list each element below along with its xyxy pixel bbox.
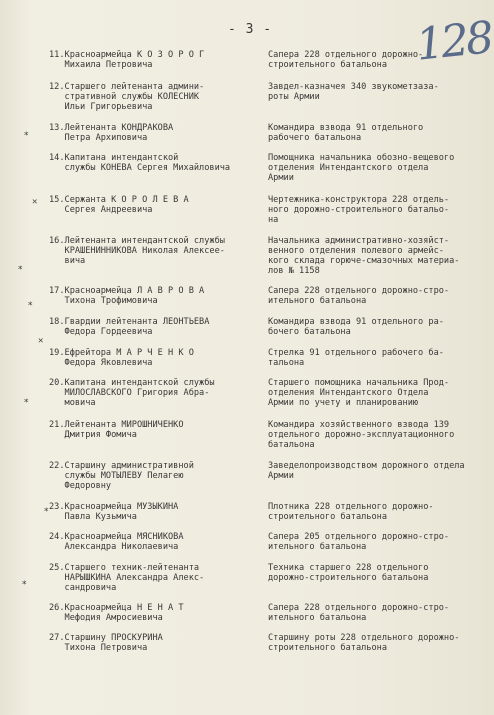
recipient-name: 24.Красноармейца МЯСНИКОВА Александра Николаевича xyxy=(49,532,184,552)
recipient-name: 20.Капитана интендантской службы МИЛОСЛАВСКОГО Григория Абра- мовича xyxy=(49,378,215,408)
recipient-position: Сапера 228 отдельного дорожно- строительного батальона xyxy=(268,50,424,70)
recipient-position: Начальника административно-хозяйст- венного отделения полевого армейс- кого склада горюче-смазочных материа- лов № 1158 xyxy=(268,236,460,276)
recipient-position: Завдел-казначея 340 звукометзаза- роты Армии xyxy=(268,82,439,102)
recipient-name: 15.Сержанта К О Р О Л Е В А Сергея Андреевича xyxy=(49,195,189,215)
recipient-position: Стрелка 91 отдельного рабочего ба- тальона xyxy=(268,348,444,368)
recipient-name: 18.Гвардии лейтенанта ЛЕОНТЬЕВА Федора Гордеевича xyxy=(49,317,210,337)
recipient-position: Командира хозяйственного взвода 139 отдельного дорожно-эксплуатационного батальона xyxy=(268,420,455,450)
recipient-name: 12.Старшего лейтенанта админи- стративной службы КОЛЕСНИК Ильи Григорьевича xyxy=(49,82,205,112)
tick-mark: ✕ xyxy=(38,336,44,346)
recipient-name: 19.Ефрейтора М А Р Ч Е Н К О Федора Яковлевича xyxy=(49,348,194,368)
recipient-position: Сапера 228 отдельного дорожно-стро- ительного батальона xyxy=(268,603,450,623)
recipient-name: 16.Лейтенанта интендантской службы КРАШЕНИННИКОВА Николая Алексее- вича xyxy=(49,236,225,266)
recipient-position: Сапера 205 отдельного дорожно-стро- ительного батальона xyxy=(268,532,450,552)
recipient-position: Заведелопроизводством дорожного отдела Армии xyxy=(268,461,465,481)
page-number: - 3 - xyxy=(228,22,273,37)
tick-mark: ✕ xyxy=(32,197,38,207)
tick-mark: ⁎ xyxy=(24,128,29,138)
recipient-position: Сапера 228 отдельного дорожно-стро- ительного батальона xyxy=(268,286,450,306)
recipient-position: Техника старшего 228 отдельного дорожно-строительного батальона xyxy=(268,563,429,583)
recipient-name: 17.Красноармейца Л А В Р О В А Тихона Трофимовича xyxy=(49,286,205,306)
recipient-name: 11.Красноармейца К О З О Р О Г Михаила Петровича xyxy=(49,50,205,70)
recipient-name: 23.Красноармейца МУЗЫКИНА Павла Кузьмича xyxy=(49,502,179,522)
recipient-name: 14.Капитана интендантской службы КОНЕВА Сергея Михайловича xyxy=(49,153,231,173)
recipient-name: 25.Старшего техник-лейтенанта НАРЫШКИНА Александра Алекс- сандровича xyxy=(49,563,205,593)
recipient-position: Командира взвода 91 отдельного ра- бочего батальона xyxy=(268,317,444,337)
tick-mark: ⁎ xyxy=(24,395,29,405)
recipient-position: Старшего помощника начальника Прод- отделения Интендантского Отдела Армии по учету и планированию xyxy=(268,378,450,408)
tick-mark: ⁎ xyxy=(44,504,49,514)
tick-mark: ⁎ xyxy=(22,577,27,587)
recipient-name: 13.Лейтенанта КОНДРАКОВА Петра Архиповича xyxy=(49,123,174,143)
recipient-position: Чертежника-конструктора 228 отдель- ного дорожно-строительного батальо- на xyxy=(268,195,450,225)
recipient-name: 26.Красноармейца Н Е Н А Т Мефодия Амросиевича xyxy=(49,603,184,623)
recipient-position: Плотника 228 отдельного дорожно- строительного батальона xyxy=(268,502,434,522)
tick-mark: ⁎ xyxy=(28,298,33,308)
recipient-position: Помощника начальника обозно-вещевого отделения Интендантского отдела Армии xyxy=(268,153,455,183)
recipient-position: Командира взвода 91 отдельного рабочего батальона xyxy=(268,123,424,143)
recipient-name: 21.Лейтенанта МИРОШНИЧЕНКО Дмитрия Фомича xyxy=(49,420,184,440)
recipient-name: 27.Старшину ПРОСКУРИНА Тихона Петровича xyxy=(49,633,163,653)
recipient-name: 22.Старшину административной службы МОТЫЛЕВУ Пелагею Федоровну xyxy=(49,461,194,491)
handwritten-page-stamp: 128 xyxy=(413,12,494,71)
tick-mark: ⁎ xyxy=(18,262,23,272)
recipient-position: Старшину роты 228 отдельного дорожно- строительного батальона xyxy=(268,633,460,653)
